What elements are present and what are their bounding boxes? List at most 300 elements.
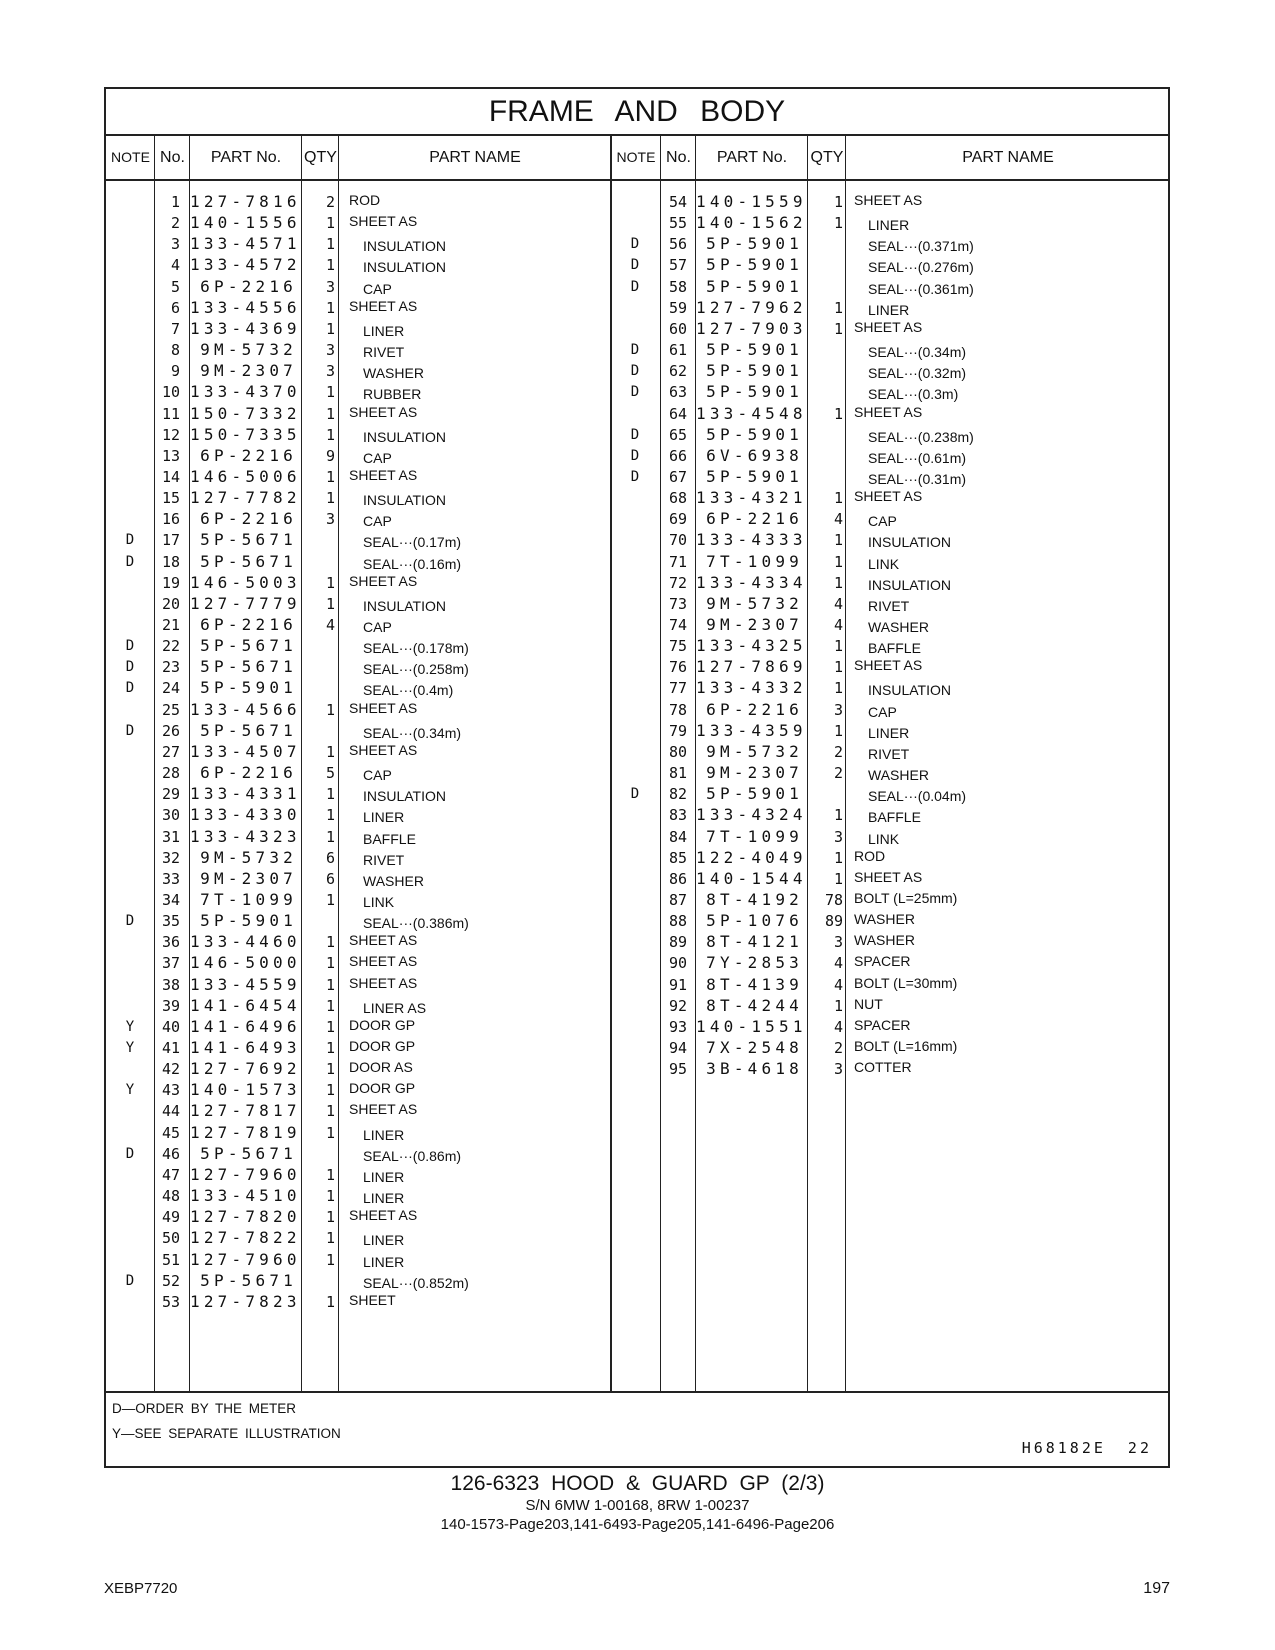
table-row [106, 699, 1168, 721]
header-no-right: No. [666, 149, 691, 166]
part-number-cell: 133-4370 [190, 382, 301, 402]
quantity-cell: 1 [833, 319, 843, 338]
part-name-cell: LINER [363, 1168, 405, 1185]
part-number-cell: 127-7692 [190, 1059, 301, 1079]
note-cell [610, 191, 660, 213]
part-number-cell: 127-7782 [190, 488, 301, 508]
item-number-cell: 82 [668, 785, 687, 804]
quantity-cell: 1 [325, 954, 335, 973]
part-name-cell: SHEET AS [854, 488, 923, 505]
note-cell [610, 487, 660, 509]
quantity-cell: 3 [833, 827, 843, 846]
page-title: FRAME AND BODY [106, 89, 1168, 136]
item-number-cell: 28 [161, 764, 180, 783]
part-name-cell: SPACER [854, 1016, 911, 1033]
note-cell: D [125, 532, 135, 549]
part-number-cell: 127-7779 [190, 593, 301, 613]
part-number-cell: 127-7960 [190, 1164, 301, 1184]
table-row [106, 1185, 1168, 1207]
item-number-cell: 84 [668, 827, 687, 846]
note-cell: D [125, 1272, 135, 1289]
quantity-cell: 89 [824, 912, 843, 931]
part-name-cell: DOOR GP [349, 1038, 416, 1054]
quantity-cell: 1 [325, 890, 335, 909]
part-number-cell: 146-5000 [190, 953, 301, 973]
note-cell [610, 762, 660, 784]
part-name-cell: COTTER [854, 1059, 912, 1076]
part-name-cell: INSULATION [868, 534, 951, 551]
item-number-cell: 35 [161, 912, 180, 931]
part-name-cell: SHEET AS [349, 572, 418, 589]
quantity-cell: 1 [833, 658, 843, 677]
part-number-cell: 5P-5671 [200, 1270, 297, 1290]
item-number-cell: 31 [161, 827, 180, 846]
item-number-cell: 23 [161, 658, 180, 677]
table-row [106, 720, 1168, 742]
item-number-cell: 42 [161, 1060, 180, 1079]
part-number-cell: 133-4369 [190, 318, 301, 338]
part-name-cell: WASHER [868, 767, 929, 784]
table-row [106, 572, 1168, 594]
item-number-cell: 30 [161, 806, 180, 825]
quantity-cell: 3 [325, 277, 335, 296]
part-number-cell: 6P-2216 [200, 276, 297, 296]
item-number-cell: 25 [161, 700, 180, 719]
part-number-cell: 140-1559 [696, 192, 807, 211]
part-name-cell: SEAL···(0.178m) [363, 640, 469, 657]
note-cell: D [125, 680, 135, 697]
part-name-cell: SEAL···(0.17m) [363, 534, 462, 551]
table-row [106, 191, 1168, 213]
part-number-cell: 133-4324 [696, 805, 807, 825]
part-number-cell: 133-4559 [190, 974, 301, 994]
page-number: 197 [1143, 1580, 1170, 1597]
note-cell: D [125, 913, 135, 930]
quantity-cell: 1 [325, 214, 335, 233]
item-number-cell: 26 [161, 721, 180, 740]
item-number-cell: 29 [161, 785, 180, 804]
item-number-cell: 9 [170, 362, 180, 381]
quantity-cell: 4 [833, 510, 843, 529]
item-number-cell: 79 [668, 721, 687, 740]
quantity-cell: 3 [833, 700, 843, 719]
item-number-cell: 69 [668, 510, 687, 529]
part-name-cell: WASHER [854, 932, 915, 949]
item-number-cell: 59 [668, 298, 687, 317]
table-row [106, 1122, 1168, 1144]
quantity-cell: 1 [833, 214, 843, 233]
item-number-cell: 81 [668, 764, 687, 783]
header-name-right: PART NAME [962, 149, 1054, 166]
item-number-cell: 13 [161, 446, 180, 465]
note-cell: Y [125, 1082, 135, 1099]
note-cell: D [630, 468, 640, 485]
item-number-cell: 16 [161, 510, 180, 529]
item-number-cell: 8 [170, 341, 180, 360]
part-name-cell: SHEET AS [349, 1207, 418, 1224]
document-id: XEBP7720 [104, 1580, 178, 1597]
part-name-cell: SEAL···(0.86m) [363, 1147, 462, 1164]
header-part-right: PART No. [716, 149, 788, 166]
table-row [106, 445, 1168, 467]
part-number-cell: 127-7819 [190, 1122, 301, 1142]
part-number-cell: 141-6493 [190, 1038, 301, 1057]
table-row [106, 889, 1168, 911]
part-number-cell: 127-7903 [696, 318, 807, 338]
quantity-cell: 1 [833, 298, 843, 317]
table-row [106, 212, 1168, 234]
item-number-cell: 74 [668, 616, 687, 634]
part-name-cell: NUT [854, 995, 883, 1012]
part-name-cell: SHEET AS [854, 657, 923, 674]
table-row [106, 297, 1168, 319]
table-row [106, 487, 1168, 509]
part-name-cell: BAFFLE [363, 830, 416, 847]
note-cell: D [125, 722, 135, 739]
note-cell [610, 572, 660, 594]
table-row [106, 847, 1168, 869]
part-number-cell: 5P-5901 [706, 424, 803, 444]
part-number-cell: 140-1562 [696, 213, 807, 233]
part-name-cell: SEAL···(0.276m) [868, 259, 974, 276]
part-number-cell: 9M-2307 [706, 615, 803, 634]
note-cell [610, 551, 660, 573]
item-number-cell: 40 [161, 1017, 180, 1036]
part-number-cell: 8T-4139 [706, 974, 803, 994]
part-number-cell: 6P-2216 [200, 763, 297, 783]
page-references: 140-1573-Page203,141-6493-Page205,141-6496-Page206 [440, 1516, 835, 1533]
part-name-cell: INSULATION [363, 259, 446, 276]
part-name-cell: SHEET AS [349, 1101, 418, 1118]
part-name-cell: INSULATION [363, 788, 446, 805]
quantity-cell [808, 783, 843, 805]
quantity-cell: 1 [325, 742, 335, 761]
quantity-cell: 1 [325, 489, 335, 508]
table-row [106, 551, 1168, 573]
item-number-cell: 70 [668, 531, 687, 550]
part-name-cell: LINK [868, 555, 900, 572]
item-number-cell: 62 [668, 362, 687, 381]
item-number-cell: 86 [668, 869, 687, 888]
note-cell: D [125, 638, 135, 655]
table-row [106, 424, 1168, 446]
quantity-cell [302, 1270, 335, 1292]
table-row [106, 826, 1168, 848]
part-name-cell: CAP [363, 619, 392, 635]
table-row [106, 762, 1168, 784]
table-row [106, 783, 1168, 805]
item-number-cell: 34 [161, 890, 180, 909]
part-number-cell: 5P-5671 [200, 551, 297, 571]
part-name-cell: SEAL···(0.3m) [868, 386, 959, 403]
legend-note-d: D—ORDER BY THE METER [112, 1401, 297, 1416]
part-number-cell: 8T-4244 [706, 995, 803, 1015]
note-cell [610, 318, 660, 340]
part-number-cell: 6P-2216 [706, 699, 803, 719]
item-number-cell: 78 [668, 700, 687, 719]
part-number-cell: 133-4556 [190, 297, 301, 317]
item-number-cell: 83 [668, 806, 687, 825]
item-number-cell: 37 [161, 954, 180, 973]
quantity-cell: 3 [325, 362, 335, 381]
quantity-cell: 1 [325, 594, 335, 613]
part-name-cell: SPACER [854, 953, 911, 970]
part-name-cell: WASHER [363, 872, 424, 889]
table-row [106, 466, 1168, 488]
header-name-left: PART NAME [429, 149, 521, 166]
part-number-cell: 150-7332 [190, 403, 301, 423]
part-name-cell: BOLT (L=16mm) [854, 1038, 958, 1054]
item-number-cell: 55 [668, 214, 687, 233]
item-number-cell: 53 [161, 1292, 180, 1311]
table-row [106, 1037, 1168, 1059]
table-row [106, 931, 1168, 953]
table-row [106, 952, 1168, 974]
note-cell [610, 677, 660, 699]
item-number-cell: 27 [161, 742, 180, 761]
quantity-cell: 4 [833, 616, 843, 634]
part-number-cell: 150-7335 [190, 424, 301, 444]
footer-divider [106, 1391, 1168, 1393]
quantity-cell: 1 [833, 531, 843, 550]
part-number-cell: 133-4325 [696, 636, 807, 656]
header-qty-left: QTY [304, 149, 337, 166]
part-number-cell: 140-1573 [190, 1080, 301, 1100]
part-name-cell: INSULATION [363, 492, 446, 509]
note-cell: D [630, 363, 640, 380]
item-number-cell: 93 [668, 1017, 687, 1036]
part-name-cell: SHEET AS [349, 466, 418, 483]
quantity-cell: 1 [325, 1060, 335, 1079]
part-number-cell: 133-4566 [190, 699, 301, 719]
item-number-cell: 63 [668, 383, 687, 402]
part-number-cell: 7Y-2853 [706, 953, 803, 973]
item-number-cell: 45 [161, 1123, 180, 1142]
item-number-cell: 32 [161, 848, 180, 867]
quantity-cell: 3 [325, 510, 335, 529]
note-cell [610, 1016, 660, 1038]
part-name-cell: INSULATION [868, 576, 951, 593]
item-number-cell: 5 [170, 277, 180, 296]
note-cell [610, 403, 660, 425]
part-name-cell: SEAL···(0.4m) [363, 682, 454, 699]
item-number-cell: 41 [161, 1039, 180, 1057]
table-row [106, 1164, 1168, 1186]
item-number-cell: 64 [668, 404, 687, 423]
note-cell [106, 1100, 154, 1122]
note-cell [610, 910, 660, 932]
note-cell [610, 297, 660, 319]
reference-code: H68182E 22 [1021, 1439, 1152, 1457]
part-name-cell: SHEET AS [854, 192, 923, 208]
note-cell: D [125, 659, 135, 676]
quantity-cell: 1 [325, 256, 335, 275]
note-cell: Y [125, 1040, 135, 1056]
item-number-cell: 21 [161, 616, 180, 634]
quantity-cell: 6 [325, 848, 335, 867]
part-name-cell: SEAL···(0.371m) [868, 238, 974, 255]
note-cell [610, 826, 660, 848]
item-number-cell: 10 [161, 383, 180, 402]
part-number-cell: 127-7869 [696, 657, 807, 677]
part-number-cell: 5P-5901 [706, 276, 803, 296]
part-name-cell: DOOR GP [349, 1016, 416, 1033]
quantity-cell: 1 [325, 933, 335, 952]
quantity-cell [808, 466, 843, 488]
item-number-cell: 36 [161, 933, 180, 952]
quantity-cell [302, 1143, 335, 1165]
note-cell: D [630, 236, 640, 253]
item-number-cell: 73 [668, 594, 687, 613]
quantity-cell: 1 [325, 827, 335, 846]
part-name-cell: LINER [363, 1253, 405, 1270]
note-cell [106, 1249, 154, 1271]
part-number-cell: 141-6496 [190, 1016, 301, 1036]
item-number-cell: 22 [161, 637, 180, 656]
part-number-cell: 5P-5901 [706, 382, 803, 402]
item-number-cell: 71 [668, 552, 687, 571]
table-header [106, 136, 1168, 181]
part-name-cell: SHEET AS [349, 297, 418, 314]
note-cell: D [630, 786, 640, 803]
part-name-cell: SEAL···(0.61m) [868, 449, 967, 466]
part-name-cell: SEAL···(0.16m) [363, 555, 462, 572]
quantity-cell: 1 [325, 785, 335, 804]
header-no-left: No. [160, 149, 185, 166]
part-name-cell: WASHER [363, 365, 424, 382]
part-name-cell: LINER AS [363, 999, 427, 1016]
table-row [106, 1227, 1168, 1249]
parts-list-frame [104, 87, 1170, 1468]
note-cell: D [125, 1145, 135, 1162]
item-number-cell: 38 [161, 975, 180, 994]
item-number-cell: 57 [668, 256, 687, 275]
table-row [106, 593, 1168, 615]
note-cell [610, 699, 660, 721]
note-cell [610, 995, 660, 1017]
item-number-cell: 39 [161, 996, 180, 1015]
part-number-cell: 5P-5671 [200, 530, 297, 550]
part-name-cell: SHEET AS [349, 974, 418, 991]
quantity-cell: 4 [833, 954, 843, 973]
table-row [106, 339, 1168, 361]
part-name-cell: LINER [363, 1126, 405, 1143]
item-number-cell: 56 [668, 235, 687, 254]
part-number-cell: 133-4332 [696, 678, 807, 698]
part-number-cell: 5P-5901 [706, 255, 803, 275]
part-number-cell: 140-1551 [696, 1016, 807, 1036]
note-cell [610, 931, 660, 953]
quantity-cell: 1 [325, 235, 335, 254]
quantity-cell: 2 [833, 764, 843, 783]
item-number-cell: 24 [161, 679, 180, 698]
quantity-cell: 1 [325, 1165, 335, 1184]
item-number-cell: 94 [668, 1039, 687, 1057]
note-cell [610, 974, 660, 996]
part-number-cell: 5P-5671 [200, 720, 297, 740]
note-cell [106, 1164, 154, 1186]
part-number-cell: 146-5006 [190, 466, 301, 486]
quantity-cell: 1 [325, 1292, 335, 1311]
part-number-cell: 133-4323 [190, 826, 301, 846]
part-number-cell: 127-7820 [190, 1207, 301, 1227]
part-name-cell: CAP [363, 767, 392, 784]
item-number-cell: 61 [668, 341, 687, 360]
note-cell [610, 593, 660, 615]
item-number-cell: 7 [170, 319, 180, 338]
legend-note-y: Y—SEE SEPARATE ILLUSTRATION [112, 1426, 341, 1441]
part-name-cell: WASHER [868, 619, 929, 635]
quantity-cell: 1 [325, 996, 335, 1015]
quantity-cell: 4 [325, 616, 335, 634]
quantity-cell [808, 381, 843, 403]
part-number-cell: 5P-1076 [706, 911, 803, 931]
quantity-cell [808, 254, 843, 276]
note-cell [610, 868, 660, 890]
quantity-cell: 1 [833, 806, 843, 825]
item-number-cell: 12 [161, 425, 180, 444]
quantity-cell: 1 [325, 425, 335, 444]
quantity-cell: 2 [833, 742, 843, 761]
quantity-cell: 9 [325, 446, 335, 465]
item-number-cell: 89 [668, 933, 687, 952]
part-name-cell: LINK [868, 830, 900, 847]
part-number-cell: 133-4572 [190, 255, 301, 275]
table-row [106, 360, 1168, 382]
part-number-cell: 9M-5732 [200, 340, 297, 360]
part-name-cell: SEAL···(0.32m) [868, 365, 967, 382]
note-cell [610, 847, 660, 869]
table-row [106, 741, 1168, 763]
part-number-cell: 5P-5671 [200, 657, 297, 677]
part-name-cell: LINER [363, 809, 405, 826]
item-number-cell: 48 [161, 1187, 180, 1206]
part-number-cell: 5P-5901 [706, 784, 803, 804]
part-name-cell: CAP [363, 513, 392, 530]
quantity-cell: 1 [325, 1017, 335, 1036]
table-row [106, 1058, 1168, 1080]
part-name-cell: RIVET [868, 745, 910, 762]
part-number-cell: 127-7817 [190, 1101, 301, 1121]
note-cell [610, 1058, 660, 1080]
quantity-cell: 2 [833, 1039, 843, 1057]
quantity-cell: 4 [833, 975, 843, 994]
note-cell [610, 1037, 660, 1059]
part-number-cell: 6P-2216 [706, 509, 803, 529]
part-name-cell: LINER [868, 217, 910, 234]
item-number-cell: 50 [161, 1229, 180, 1248]
item-number-cell: 3 [170, 235, 180, 254]
item-number-cell: 67 [668, 467, 687, 486]
part-name-cell: CAP [868, 703, 897, 720]
part-number-cell: 133-4460 [190, 932, 301, 952]
item-number-cell: 49 [161, 1208, 180, 1227]
quantity-cell: 2 [325, 193, 335, 211]
item-number-cell: 88 [668, 912, 687, 931]
part-number-cell: 7T-1099 [706, 826, 803, 846]
table-row [106, 804, 1168, 826]
quantity-cell: 1 [325, 467, 335, 486]
quantity-cell [808, 445, 843, 467]
header-note-right: NOTE [616, 149, 656, 165]
item-number-cell: 33 [161, 869, 180, 888]
table-row [106, 1270, 1168, 1292]
quantity-cell: 1 [325, 404, 335, 423]
part-number-cell: 9M-5732 [706, 741, 803, 761]
part-number-cell: 5P-5901 [706, 361, 803, 381]
quantity-cell: 1 [325, 1250, 335, 1269]
quantity-cell: 3 [325, 341, 335, 360]
